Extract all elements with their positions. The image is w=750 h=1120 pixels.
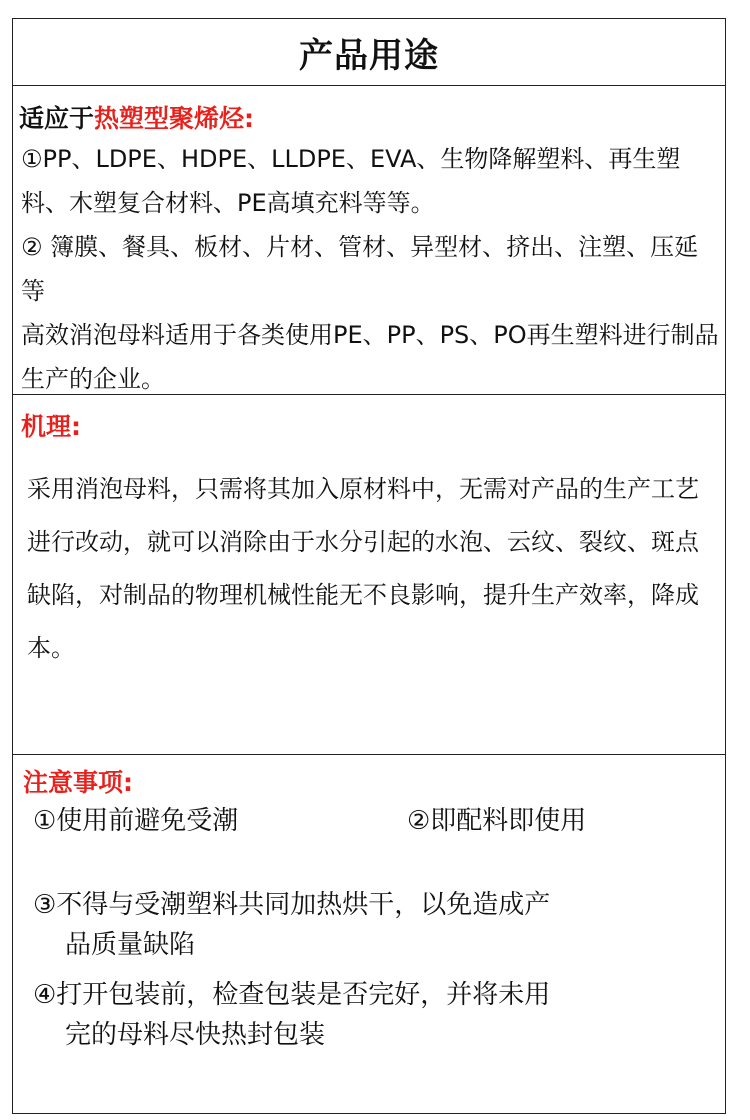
usage-body bbox=[21, 137, 721, 401]
mechanism-heading: 机理: bbox=[21, 412, 81, 441]
note-item-1: ①使用前避免受潮 bbox=[33, 806, 239, 836]
usage-section bbox=[13, 85, 725, 395]
note-item-4 bbox=[33, 975, 673, 1055]
mechanism-body bbox=[27, 463, 721, 675]
notes-heading: 注意事项: bbox=[23, 768, 133, 797]
usage-line-2: ② 簿膜、餐具、板材、片材、管材、异型材、挤出、注塑、压延等 bbox=[21, 233, 699, 305]
usage-heading-highlight: 热塑型聚烯烃: bbox=[94, 104, 255, 133]
product-info-table bbox=[12, 18, 726, 1114]
note-item-3 bbox=[33, 885, 673, 965]
notes-section bbox=[13, 755, 725, 1113]
mechanism-text: 采用消泡母料，只需将其加入原材料中，无需对产品的生产工艺进行改动，就可以消除由于水分引起的水泡、云纹、裂纹、斑点缺陷，对制品的物理机械性能无不良影响，提升生产效率，降成本。 bbox=[27, 475, 699, 662]
usage-line-3: 高效消泡母料适用于各类使用PE、PP、PS、PO再生塑料进行制品生产的企业。 bbox=[21, 321, 719, 393]
note-item-4-first: ④打开包装前，检查包装是否完好，并将未用 bbox=[33, 980, 551, 1010]
mechanism-section bbox=[13, 395, 725, 755]
note-item-2: ②即配料即使用 bbox=[407, 806, 587, 836]
usage-line-1: ①PP、LDPE、HDPE、LLDPE、EVA、生物降解塑料、再生塑料、木塑复合材料、PE高填充料等等。 bbox=[21, 145, 681, 217]
usage-heading bbox=[19, 99, 254, 135]
usage-heading-prefix: 适应于 bbox=[19, 104, 95, 133]
note-item-3-rest: 品质量缺陷 bbox=[65, 930, 196, 960]
page-title: 产品用途 bbox=[13, 19, 725, 86]
note-item-4-rest: 完的母料尽快热封包装 bbox=[65, 1020, 326, 1050]
note-item-3-first: ③不得与受潮塑料共同加热烘干，以免造成产 bbox=[33, 890, 551, 920]
